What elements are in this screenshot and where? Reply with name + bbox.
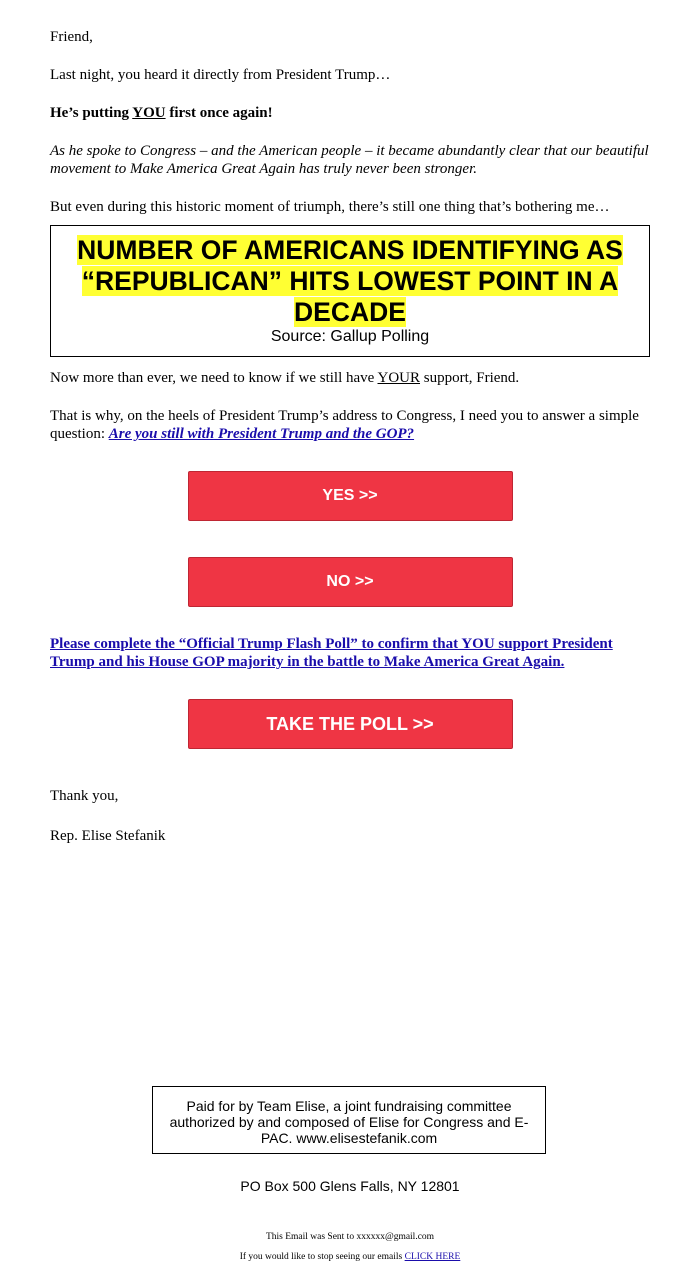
headline-source: Source: Gallup Polling	[270, 328, 430, 345]
signature-block	[50, 787, 650, 845]
spacer	[50, 671, 650, 699]
headline-text: NUMBER OF AMERICANS IDENTIFYING AS “REPUBLICAN” HITS LOWEST POINT IN A DECADE	[77, 235, 623, 327]
mailing-address: PO Box 500 Glens Falls, NY 12801	[240, 1178, 460, 1194]
headline-box	[50, 225, 650, 357]
congress-paragraph: As he spoke to Congress – and the American people – it became abundantly clear that our beautiful movement to Make America Great Again has truly never been stronger.	[50, 143, 649, 177]
yes-button[interactable]: YES >>	[188, 471, 513, 521]
support-line-emph: YOUR	[377, 370, 421, 386]
spacer	[50, 749, 650, 787]
support-line-pre: Now more than ever, we need to know if we still have	[50, 370, 378, 386]
unsubscribe-link[interactable]: CLICK HERE	[404, 1252, 461, 1262]
putting-you-first-line	[50, 104, 650, 122]
poll-link[interactable]: Please complete the “Official Trump Flash Poll” to confirm that YOU support President Trump and his House GOP majority in the battle to Make America Great Again.	[50, 636, 613, 670]
headline	[71, 235, 629, 328]
question-text: That is why, on the heels of President Trump’s address to Congress, I need you to answer a simple question:	[50, 408, 639, 442]
signature-name: Rep. Elise Stefanik	[50, 828, 166, 844]
sent-to-line: This Email was Sent to xxxxxx@gmail.com	[265, 1232, 435, 1242]
email-body	[50, 28, 650, 867]
signoff: Thank you,	[50, 788, 119, 804]
putting-you-first-pre: He’s putting	[50, 105, 133, 121]
take-poll-button[interactable]: TAKE THE POLL >>	[188, 699, 513, 749]
no-button[interactable]: NO >>	[188, 557, 513, 607]
unsubscribe-line	[0, 1251, 700, 1263]
spacer	[50, 607, 650, 635]
spacer	[50, 521, 650, 557]
putting-you-first-emph: YOU	[132, 105, 166, 121]
putting-you-first-post: first once again!	[165, 105, 273, 121]
bothering-line: But even during this historic moment of triumph, there’s still one thing that’s bothering me…	[50, 199, 610, 215]
paid-for-disclaimer: Paid for by Team Elise, a joint fundraising committee authorized by and composed of Elise for Congress and E-PAC. www.elisestefanik.com	[152, 1086, 546, 1154]
greeting: Friend,	[50, 29, 93, 45]
question-link[interactable]: Are you still with President Trump and the GOP?	[108, 426, 415, 442]
unsubscribe-text: If you would like to stop seeing our emails	[239, 1252, 405, 1262]
question-paragraph	[50, 407, 650, 443]
support-line-post: support, Friend.	[420, 370, 520, 386]
intro-line: Last night, you heard it directly from President Trump…	[50, 67, 391, 83]
support-line	[50, 369, 650, 387]
